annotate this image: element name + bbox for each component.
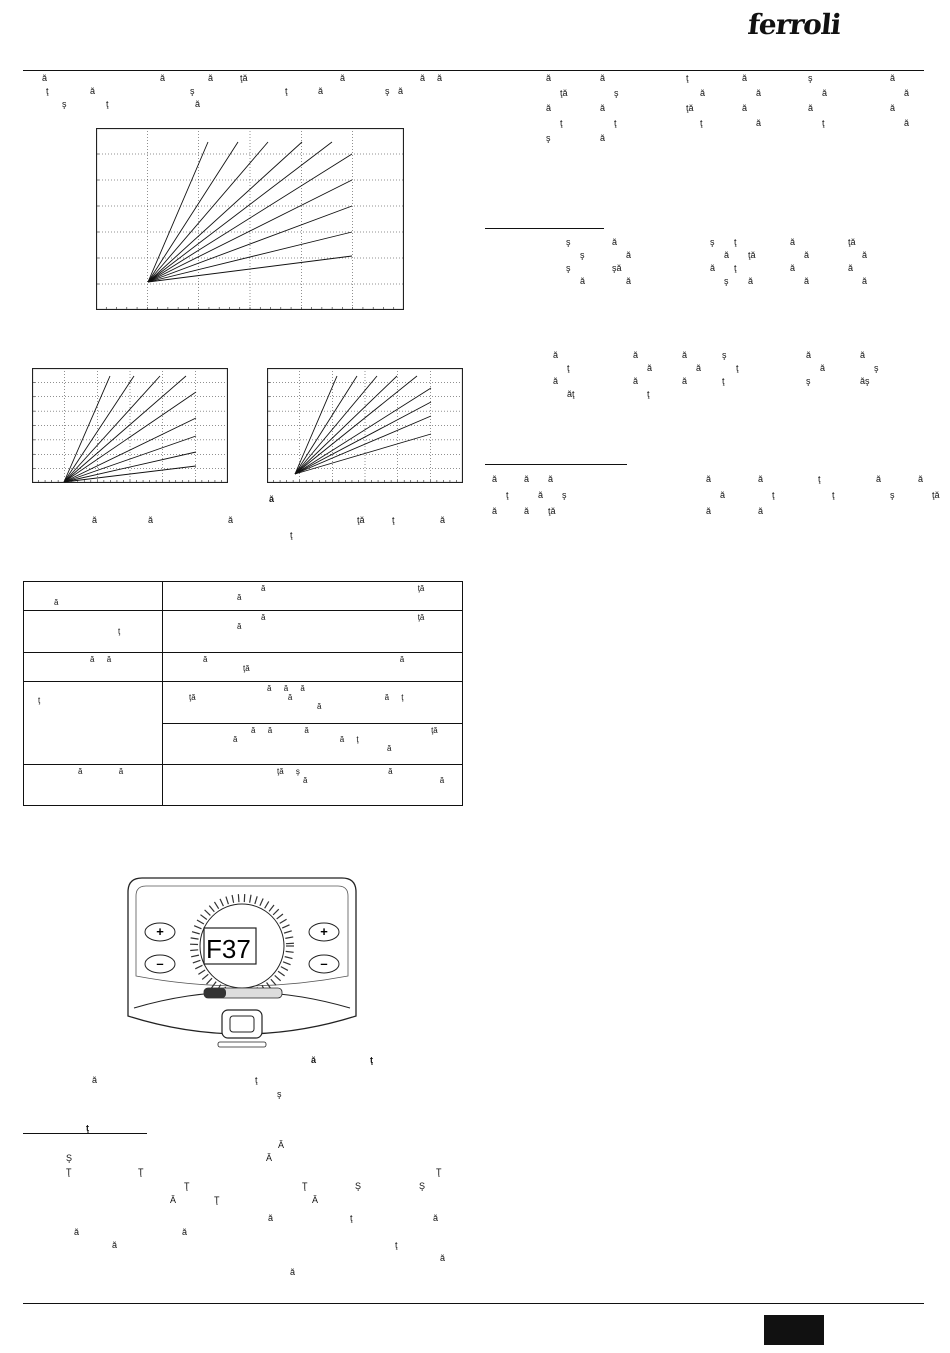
section-heading-underline: [23, 1133, 147, 1134]
text-fragment: ţă: [932, 490, 940, 500]
text-fragment: ş: [808, 73, 813, 83]
table-label-cell: [24, 682, 163, 764]
table-label-cell: [24, 611, 163, 653]
table-label-cell: [24, 764, 163, 805]
text-fragment: ă: [548, 474, 554, 484]
cell-text: ă: [439, 775, 445, 785]
text-fragment: ţ: [772, 490, 775, 500]
text-fragment: ă: [720, 490, 726, 500]
cell-text: ă: [304, 725, 309, 735]
text-fragment: ţ: [736, 363, 739, 373]
text-fragment: ş: [724, 276, 729, 286]
cell-text: ţ: [38, 696, 41, 706]
text-fragment: ş: [874, 363, 879, 373]
text-fragment: ă: [710, 263, 716, 273]
cell-text: ă: [78, 766, 83, 776]
text-fragment: ă: [74, 1227, 80, 1237]
text-fragment: ă: [398, 86, 404, 96]
text-fragment: ă: [804, 276, 810, 286]
text-fragment: Ţ: [184, 1181, 190, 1191]
text-fragment: Ş: [66, 1153, 73, 1163]
text-fragment: ă: [228, 515, 234, 525]
text-fragment: ţă: [548, 506, 556, 516]
text-fragment: ă: [820, 363, 826, 373]
text-fragment: ă: [524, 506, 530, 516]
text-fragment: ţ: [822, 118, 825, 128]
text-fragment: ă: [612, 237, 618, 247]
text-fragment: Ţ: [138, 1167, 144, 1177]
right-heading-underline-1: [485, 228, 604, 229]
text-fragment: ş: [277, 1089, 282, 1099]
table-label-cell: [24, 653, 163, 682]
table-desc-cell: [163, 723, 463, 764]
heating-curve-graph-small-left: [32, 368, 228, 483]
text-fragment: ă: [696, 363, 702, 373]
text-fragment: Ş: [355, 1181, 362, 1191]
svg-text:+: +: [320, 924, 328, 939]
text-fragment: ă: [148, 515, 154, 525]
text-fragment: ă: [208, 73, 214, 83]
table-row: [24, 682, 463, 723]
text-fragment: ă: [626, 250, 632, 260]
text-fragment: ţ: [285, 86, 288, 96]
text-fragment: ţ: [832, 490, 835, 500]
text-fragment: ă: [862, 250, 868, 260]
text-fragment: ă: [706, 474, 712, 484]
text-fragment: ă: [822, 88, 828, 98]
text-fragment: ţ: [290, 530, 293, 540]
text-fragment: ţă: [686, 103, 694, 113]
text-fragment: ţ: [818, 474, 821, 484]
text-fragment: ş: [566, 237, 571, 247]
table-desc-cell: [163, 582, 463, 611]
table-desc-cell: [163, 611, 463, 653]
text-fragment: ţă: [560, 88, 568, 98]
text-fragment: ă: [848, 263, 854, 273]
text-fragment: ţ: [722, 376, 725, 386]
text-fragment: ş: [722, 350, 727, 360]
text-fragment: ă: [420, 73, 426, 83]
page-number-box: [764, 1315, 824, 1345]
text-fragment: ă: [742, 73, 748, 83]
text-fragment: ă: [580, 276, 586, 286]
text-fragment: ţă: [848, 237, 856, 247]
cell-text: ă: [203, 655, 208, 665]
minus-button-left: [145, 955, 175, 973]
dial-tick: [238, 894, 239, 902]
text-fragment: ă: [626, 276, 632, 286]
cell-text: ă: [90, 655, 95, 665]
text-fragment: ă: [756, 118, 762, 128]
text-fragment: ă: [600, 73, 606, 83]
text-fragment: ă: [647, 363, 653, 373]
text-fragment: ţ: [395, 1240, 398, 1250]
text-fragment: ţ: [46, 86, 49, 96]
text-fragment: ă: [633, 376, 639, 386]
text-fragment: ş: [385, 86, 390, 96]
text-fragment: ă: [904, 88, 910, 98]
cell-text: ş: [295, 766, 300, 776]
text-fragment: ă: [437, 73, 443, 83]
text-fragment: ţă: [748, 250, 756, 260]
text-fragment: ă: [524, 474, 530, 484]
cell-text: ă: [237, 622, 242, 632]
cell-text: ă: [267, 725, 273, 735]
heating-curve-graph-small-right: [267, 368, 463, 483]
text-fragment: ă: [700, 88, 706, 98]
cell-text: ă: [287, 693, 293, 703]
text-fragment: ă: [748, 276, 754, 286]
text-fragment: Ţ: [436, 1167, 442, 1177]
text-fragment: ţă: [240, 73, 248, 83]
text-fragment: ă: [706, 506, 712, 516]
text-fragment: ă: [290, 1267, 296, 1277]
table-row: [24, 764, 463, 805]
minus-button-right: [309, 955, 339, 973]
text-fragment: ăţ: [567, 389, 575, 399]
text-fragment: Ă: [266, 1153, 273, 1163]
text-fragment: ă: [790, 237, 796, 247]
text-fragment: ă: [862, 276, 868, 286]
cell-text: ă: [261, 584, 266, 593]
text-fragment: ă: [600, 133, 606, 143]
lcd-error-code: F37: [206, 934, 251, 964]
text-fragment: ă: [876, 474, 882, 484]
plus-button-left: [145, 923, 175, 941]
text-fragment: ţ: [392, 515, 395, 525]
text-fragment: ă: [790, 263, 796, 273]
mode-icon: [204, 988, 226, 998]
text-fragment: ţ: [614, 118, 617, 128]
dial-tick: [190, 950, 198, 951]
text-fragment: ă: [682, 350, 688, 360]
text-fragment: ţă: [357, 515, 365, 525]
text-fragment: Ă: [170, 1195, 177, 1205]
brand-logo: ferroli: [746, 8, 843, 41]
table-row: [24, 611, 463, 653]
text-fragment: ă: [808, 103, 814, 113]
cell-text: ă: [300, 684, 305, 694]
text-fragment: ă: [682, 376, 688, 386]
table-desc-cell: [163, 653, 463, 682]
cell-text: ţ: [356, 734, 359, 744]
text-fragment: ş: [190, 86, 195, 96]
text-fragment: ă: [311, 1055, 317, 1065]
text-fragment: ă: [42, 73, 48, 83]
text-fragment: Ţ: [302, 1181, 308, 1191]
text-fragment: ş: [62, 99, 67, 109]
table-desc-cell: [163, 764, 463, 805]
cell-text: ţ: [118, 627, 121, 637]
text-fragment: ţ: [686, 73, 689, 83]
cell-text: ă: [118, 766, 124, 776]
svg-text:+: +: [156, 924, 164, 939]
settings-table: [23, 581, 463, 806]
text-fragment: ă: [804, 250, 810, 260]
cell-text: ţă: [243, 664, 250, 674]
text-fragment: ţ: [255, 1075, 258, 1085]
text-fragment: ă: [553, 350, 559, 360]
cell-text: ţ: [401, 693, 404, 703]
right-heading-underline-2: [485, 464, 627, 465]
text-fragment: Ţ: [66, 1167, 72, 1177]
text-fragment: ă: [160, 73, 166, 83]
text-fragment: ă: [553, 376, 559, 386]
cell-text: ă: [399, 655, 405, 665]
cell-text: ţă: [277, 766, 284, 776]
table-desc-cell: [163, 682, 463, 723]
table-row: [24, 653, 463, 682]
cell-text: ţă: [431, 725, 438, 735]
heating-curve-graph-large: [96, 128, 404, 310]
text-fragment: ă: [600, 103, 606, 113]
cell-text: ă: [283, 684, 289, 694]
text-fragment: ă: [758, 474, 764, 484]
text-fragment: ă: [340, 73, 346, 83]
svg-text:–: –: [156, 956, 164, 971]
cell-text: ţă: [189, 693, 196, 703]
cell-text: ă: [251, 725, 256, 735]
cell-text: ţă: [417, 613, 425, 623]
text-fragment: ă: [182, 1227, 188, 1237]
text-fragment: ş: [614, 88, 619, 98]
text-fragment: ă: [92, 515, 98, 525]
text-fragment: ă: [492, 506, 498, 516]
text-fragment: ă: [433, 1213, 439, 1223]
header-rule: [23, 70, 924, 71]
control-panel-illustration: [126, 876, 358, 1051]
text-fragment: ă: [546, 73, 552, 83]
table-label-cell: [24, 582, 163, 611]
text-fragment: Ş: [419, 1181, 426, 1191]
cell-text: ă: [303, 775, 308, 785]
text-fragment: ţ: [86, 1123, 89, 1133]
cell-text: ă: [388, 766, 393, 776]
text-fragment: ţ: [647, 389, 650, 399]
text-fragment: Ă: [312, 1195, 319, 1205]
cell-text: ă: [233, 734, 238, 744]
text-fragment: ă: [806, 350, 812, 360]
table-row: [24, 582, 463, 611]
text-fragment: ş: [710, 237, 715, 247]
cell-text: ă: [317, 702, 322, 712]
text-fragment: ă: [92, 1075, 98, 1085]
cell-text: ă: [339, 734, 345, 744]
text-fragment: ţ: [734, 237, 737, 247]
text-fragment: ăş: [860, 376, 870, 386]
cell-text: ţă: [417, 584, 425, 593]
text-fragment: ă: [756, 88, 762, 98]
text-fragment: Ţ: [214, 1195, 220, 1205]
text-fragment: şă: [612, 263, 622, 273]
text-fragment: ă: [440, 515, 446, 525]
text-fragment: ă: [890, 73, 896, 83]
text-fragment: ţ: [567, 363, 570, 373]
text-fragment: ă: [758, 506, 764, 516]
text-fragment: ţ: [734, 263, 737, 273]
text-fragment: ţ: [350, 1213, 353, 1223]
text-fragment: ş: [562, 490, 567, 500]
cell-text: ă: [267, 684, 272, 694]
text-fragment: ţ: [506, 490, 509, 500]
text-fragment: ă: [918, 474, 924, 484]
text-fragment: Ă: [278, 1140, 285, 1150]
text-fragment: ă: [195, 99, 201, 109]
text-fragment: ă: [742, 103, 748, 113]
text-fragment: ă: [546, 103, 552, 113]
text-fragment: ă: [268, 1213, 274, 1223]
text-fragment: ă: [904, 118, 910, 128]
text-fragment: ă: [440, 1253, 446, 1263]
text-fragment: ă: [633, 350, 639, 360]
caption-bold: ă: [269, 494, 275, 504]
text-fragment: ţ: [370, 1055, 373, 1065]
text-fragment: ţ: [106, 99, 109, 109]
text-fragment: ă: [538, 490, 544, 500]
cell-text: ă: [237, 593, 242, 602]
text-fragment: ţ: [700, 118, 703, 128]
text-fragment: ş: [890, 490, 895, 500]
cell-text: ă: [384, 693, 390, 703]
cell-text: ă: [261, 613, 266, 623]
text-fragment: ş: [806, 376, 811, 386]
text-fragment: ă: [492, 474, 498, 484]
plus-button-right: [309, 923, 339, 941]
text-fragment: ă: [318, 86, 324, 96]
text-fragment: ş: [580, 250, 585, 260]
cell-text: ă: [54, 598, 59, 607]
text-fragment: ă: [724, 250, 730, 260]
text-fragment: ă: [890, 103, 896, 113]
text-fragment: ă: [90, 86, 96, 96]
text-fragment: ş: [546, 133, 551, 143]
cell-text: ă: [387, 743, 392, 753]
cell-text: ă: [106, 655, 112, 665]
text-fragment: ţ: [560, 118, 563, 128]
footer-rule: [23, 1303, 924, 1304]
text-fragment: ă: [112, 1240, 118, 1250]
text-fragment: ă: [860, 350, 866, 360]
text-fragment: ş: [566, 263, 571, 273]
svg-text:–: –: [320, 956, 328, 971]
